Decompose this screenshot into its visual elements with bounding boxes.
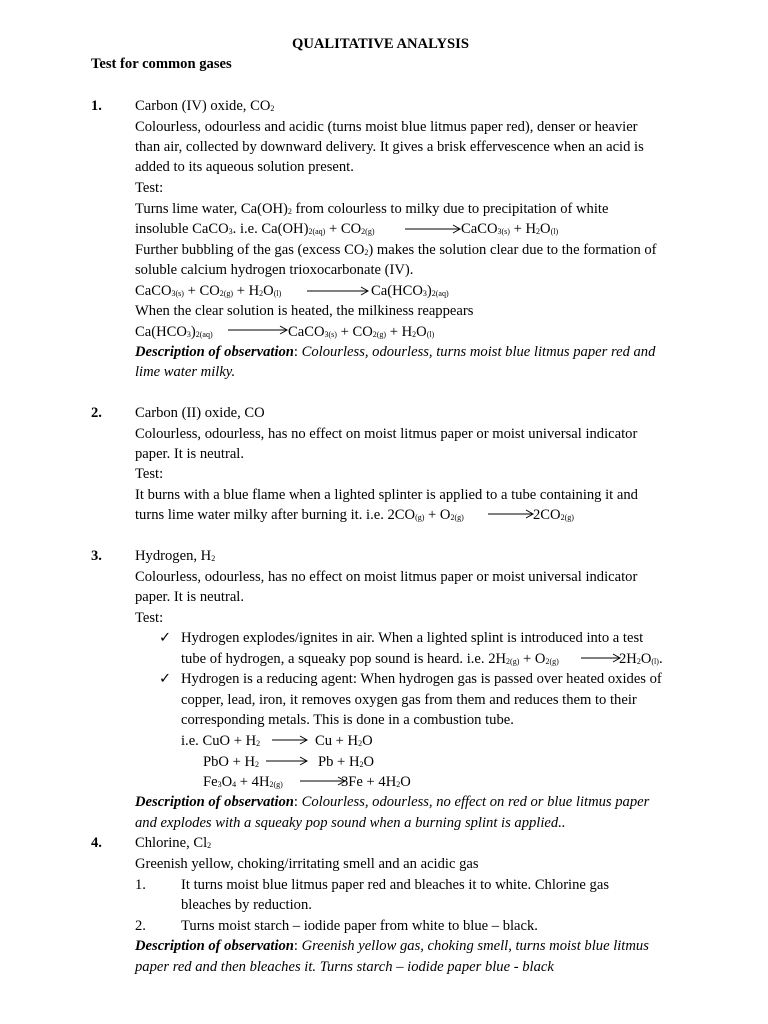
subscript: 2(g): [450, 513, 464, 522]
formula-text: + O: [519, 651, 546, 667]
list-item-number: 2.: [135, 918, 146, 934]
formula-text: 2CO: [533, 507, 561, 523]
reaction-arrow: [300, 776, 346, 786]
subscript: (l): [651, 657, 659, 666]
list-item: It turns moist blue litmus paper red and bleaches it to white. Chlorine gas: [181, 877, 609, 893]
subscript: 2: [396, 780, 401, 789]
bullet-text: Hydrogen is a reducing agent: When hydrogen gas is passed over heated oxides of: [181, 671, 662, 687]
section-heading: Hydrogen, $H_2$: [135, 548, 216, 564]
reaction-arrow: [272, 735, 308, 745]
observation: Description of observation: Colourless, odourless, turns moist blue litmus paper red and: [135, 344, 656, 360]
formula-text: insoluble CaCO: [135, 221, 229, 237]
subscript: (g): [415, 513, 425, 522]
test-text: soluble calcium hydrogen trioxocarbonate (IV).: [135, 262, 414, 278]
list-item: Turns moist starch – iodide paper from white to blue – black.: [181, 918, 538, 934]
reaction-arrow: [581, 653, 621, 663]
formula-text: Ca(HCO: [371, 283, 423, 299]
formula-text: turns lime water milky after burning it. i.e. 2CO: [135, 507, 416, 523]
observation: Description of observation: Colourless, odourless, no effect on red or blue litmus paper: [135, 794, 650, 810]
test-label: Test:: [135, 466, 164, 482]
formula-text: O: [400, 774, 411, 790]
subscript: 2(g): [361, 227, 375, 236]
description-line: paper. It is neutral.: [135, 446, 245, 462]
subscript: 4: [232, 780, 237, 789]
formula-text: O: [416, 324, 427, 340]
description-line: added to its aqueous solution present.: [135, 159, 354, 175]
page-subtitle: Test for common gases: [91, 56, 232, 72]
subscript: 2: [412, 330, 417, 339]
subscript: 2: [359, 760, 364, 769]
test-text: Turns lime water, $Ca(OH)_2$ from colourless to milky due to precipitation of white: [135, 201, 609, 217]
test-label: Test:: [135, 610, 164, 626]
formula-text: + H: [509, 221, 537, 237]
subscript: 3(s): [497, 227, 510, 236]
formula-text: Ca(HCO: [135, 324, 187, 340]
formula-text: + CO: [183, 283, 220, 299]
formula-text: O: [221, 774, 233, 790]
subscript: 2(g): [545, 657, 559, 666]
subscript: (l): [550, 227, 559, 236]
subscript: 3: [228, 227, 233, 236]
section-heading: Carbon (IV) oxide, $CO_2$: [135, 98, 275, 114]
list-item: bleaches by reduction.: [181, 897, 312, 913]
subscript: 3: [217, 780, 222, 789]
formula-text: O: [540, 221, 551, 237]
check-icon: ✓: [159, 630, 172, 646]
bullet-text: Hydrogen explodes/ignites in air. When a lighted splint is introduced into a test: [181, 630, 644, 646]
subscript: 3: [186, 330, 191, 339]
page-title: QUALITATIVE ANALYSIS: [292, 36, 469, 52]
equation-heating: [135, 322, 595, 342]
formula-text: .: [658, 651, 663, 667]
observation-continued: lime water milky.: [135, 364, 236, 380]
subscript: (l): [273, 289, 282, 298]
subscript: 3(s): [171, 289, 184, 298]
reaction-arrow: [266, 756, 308, 766]
bullet-text: copper, lead, iron, it removes oxygen gas from them and reduces them to their: [181, 692, 637, 708]
subscript: (l): [426, 330, 435, 339]
equation-pbo: [203, 752, 443, 772]
formula-text: PbO + H: [203, 754, 256, 770]
reaction-arrow: [307, 286, 369, 296]
section-heading: Carbon (II) oxide, CO: [135, 405, 265, 421]
formula-text: tube of hydrogen, a squeaky pop sound is heard. i.e. 2H: [181, 651, 507, 667]
observation-continued: and explodes with a squeaky pop sound when a burning splint is applied..: [135, 815, 566, 831]
formula-text: . i.e. Ca(OH): [232, 221, 309, 237]
formula-text: + H: [386, 324, 413, 340]
description-line: paper. It is neutral.: [135, 589, 245, 605]
formula-text: + O: [424, 507, 451, 523]
observation-continued: paper red and then bleaches it. Turns starch – iodide paper blue - black: [135, 959, 554, 975]
equation-fe3o4: [203, 772, 463, 792]
section-heading: Chlorine, $Cl_2$: [135, 835, 212, 851]
subscript: 2: [358, 739, 363, 748]
reaction-arrow: [488, 509, 534, 519]
test-text: It burns with a blue flame when a lighted splinter is applied to a tube containing it and: [135, 487, 638, 503]
equation-limewater: [135, 219, 595, 239]
subscript: 2(g): [219, 289, 234, 298]
section-number: 1.: [91, 98, 102, 114]
formula-text: Pb + H: [318, 754, 360, 770]
equation-co-burning: [135, 505, 595, 525]
subscript: 2(aq): [431, 289, 449, 298]
formula-text: + CO: [325, 221, 362, 237]
subscript: 2(aq): [308, 227, 326, 236]
observation: Description of observation: Greenish yellow gas, choking smell, turns moist blue litmus: [135, 938, 649, 954]
formula-text: 3Fe + 4H: [341, 774, 397, 790]
subscript: 2(g): [269, 780, 283, 789]
description-line: Colourless, odourless and acidic (turns moist blue litmus paper red), denser or heavier: [135, 119, 638, 135]
reaction-arrow: [228, 325, 288, 335]
subscript: 3: [422, 289, 427, 298]
bullet-text: corresponding metals. This is done in a combustion tube.: [181, 712, 514, 728]
test-text: When the clear solution is heated, the milkiness reappears: [135, 303, 474, 319]
description-line: Colourless, odourless, has no effect on moist litmus paper or moist universal indicator: [135, 426, 638, 442]
check-icon: ✓: [159, 671, 172, 687]
subscript: 2: [259, 289, 264, 298]
formula-text: O: [362, 733, 373, 749]
formula-text: i.e. CuO + H: [181, 733, 257, 749]
section-number: 2.: [91, 405, 102, 421]
formula-text: O: [363, 754, 375, 770]
formula-text: O: [263, 283, 274, 299]
formula-text: CaCO: [135, 283, 172, 299]
formula-text: ): [190, 324, 196, 340]
formula-text: 2H: [619, 651, 637, 667]
formula-text: ): [426, 283, 432, 299]
test-text: Further bubbling of the gas (excess $CO_2$) makes the solution clear due to the formation of: [135, 242, 657, 258]
formula-text: O: [640, 651, 652, 667]
subscript: 2: [636, 657, 641, 666]
subscript: 2(g): [372, 330, 387, 339]
section-number: 4.: [91, 835, 102, 851]
formula-text: CaCO: [461, 221, 498, 237]
description-line: Greenish yellow, choking/irritating smell and an acidic gas: [135, 856, 479, 872]
equation-excess-co2: [135, 281, 595, 301]
test-label: Test:: [135, 180, 164, 196]
equation-hydrogen-pop: [181, 649, 681, 669]
subscript: 2(g): [560, 513, 574, 522]
subscript: 2: [255, 760, 260, 769]
section-number: 3.: [91, 548, 102, 564]
formula-text: + 4H: [236, 774, 270, 790]
formula-text: CaCO: [288, 324, 325, 340]
formula-text: + H: [233, 283, 260, 299]
reaction-arrow: [405, 224, 461, 234]
subscript: 2: [536, 227, 541, 236]
subscript: 2(g): [506, 657, 520, 666]
description-line: Colourless, odourless, has no effect on moist litmus paper or moist universal indicator: [135, 569, 638, 585]
formula-text: Cu + H: [315, 733, 359, 749]
description-line: than air, collected by downward delivery. It gives a brisk effervescence when an acid is: [135, 139, 644, 155]
equation-cuo: [181, 731, 441, 751]
subscript: 2(aq): [195, 330, 213, 339]
formula-text: + CO: [336, 324, 373, 340]
subscript: 2: [256, 739, 261, 748]
subscript: 3(s): [324, 330, 337, 339]
list-item-number: 1.: [135, 877, 146, 893]
formula-text: Fe: [203, 774, 218, 790]
